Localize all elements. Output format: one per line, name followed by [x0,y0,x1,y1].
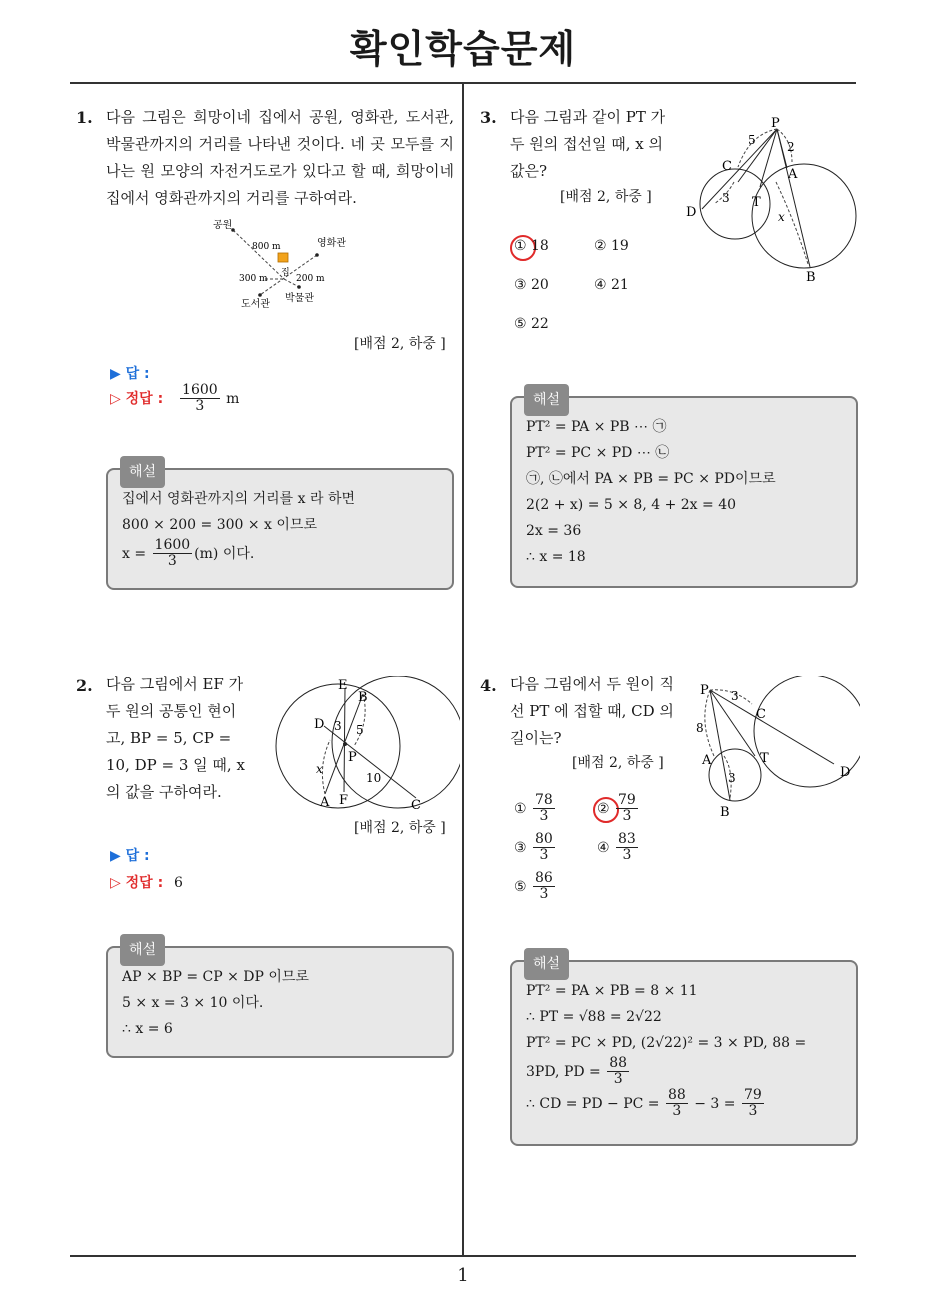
q4-explain-line5: ∴ CD = PD − PC = $\frac{88}{3}$ − 3 = $\frac{79}{3}$ [526,1086,762,1120]
q2-text-line: 의 값을 구하여라. [106,783,222,801]
q2-diagram [268,676,460,814]
q3-explanation [510,392,858,588]
q3-text-line: 값은? [510,162,548,180]
q4-explain-tab: 해설 [524,948,569,980]
q3-explain-line: PT² = PA × PB ⋯ ㉠ [526,419,667,435]
q3-explain-tab: 해설 [524,384,569,416]
q3-label-D: D [686,205,697,220]
q4-label-A: A [702,753,712,768]
q1-label-800: 800 m [252,242,281,252]
q1-label-300: 300 m [239,274,268,284]
q1-correct-label: ▷ 정답 : [110,390,164,407]
q3-label-P: P [771,116,780,131]
q2-label-B: B [358,690,368,705]
footer-rule [70,1255,856,1257]
q3-label-A: A [788,167,798,182]
q3-explain-line: 2(2 + x) = 5 × 8, 4 + 2x = 40 [526,497,737,513]
page-number: 1 [457,1265,469,1286]
q3-label-3: 3 [722,191,730,205]
q4-score: [배점 2, 하중 ] [572,755,664,771]
q3-label-T: T [752,195,761,210]
q2-correct-label: ▷ 정답 : [110,875,164,891]
q2-label-E: E [338,678,348,693]
q1-label-cinema: 영화관 [317,238,346,249]
q4-text-line: 길이는? [510,729,562,747]
q2-number: 2. [76,676,93,695]
q3-choice-5[interactable]: ⑤ 22 [514,316,549,332]
column-divider [462,83,464,1255]
q3-label-C: C [722,159,732,174]
q4-choice-5[interactable]: ⑤ $\frac{86}{3}$ [514,870,553,903]
q4-label-8: 8 [696,721,704,735]
q1-correct-fraction: $\frac{1600}{3}$ [182,382,218,415]
q2-label-5: 5 [356,723,364,737]
q3-explain-line: 2x = 36 [526,523,582,539]
q1-explain-line2: 800 × 200 = 300 × x 이므로 [122,517,317,533]
q2-label-C: C [411,798,421,813]
q2-text-line: 다음 그림에서 EF 가 [106,675,244,693]
q4-explain-line2: ∴ PT = √88 = 2√22 [526,1009,662,1025]
q1-explain-line3: x = $\frac{1600}{3}$ (m) 이다. [122,537,255,570]
q2-explain-tab: 해설 [120,934,165,966]
q1-explain-tab: 해설 [120,456,165,488]
q3-number: 3. [480,108,497,127]
q3-score: [배점 2, 하중 ] [560,189,652,205]
q4-label-C: C [756,707,766,722]
q4-text-line: 선 PT 에 접할 때, CD 의 [510,702,674,720]
q4-choice-4[interactable]: ④ $\frac{83}{3}$ [597,831,636,864]
q1-label-home: 집 [281,268,290,278]
q4-explanation [510,956,858,1146]
q2-explain-line1: AP × BP = CP × DP 이므로 [122,969,309,985]
q2-label-P: P [348,750,357,765]
q2-text-line: 고, BP = 5, CP = [106,729,232,747]
q3-explain-line: ㉠, ㉡에서 PA × PB = PC × PD이므로 [526,471,776,487]
q4-choice-2[interactable]: ② $\frac{79}{3}$ [597,792,636,825]
q3-label-x: x [778,210,785,224]
q4-label-3b: 3 [728,771,736,785]
q3-explain-line: PT² = PC × PD ⋯ ㉡ [526,445,670,461]
q1-explain-line1: 집에서 영화관까지의 거리를 x 라 하면 [122,491,356,507]
q3-text [510,104,670,185]
q1-correct: ▷ 정답 : $\frac{1600}{3}$ m [110,382,240,415]
q3-label-5: 5 [748,133,756,147]
q3-text-line: 두 원의 접선일 때, x 의 [510,135,663,153]
q2-label-10: 10 [366,771,382,785]
q1-label-park: 공원 [213,220,233,231]
q1-answer-label: ▶ 답 : [110,366,150,382]
page-title: 확인학습문제 [349,27,577,71]
q1-label-library: 도서관 [241,299,270,310]
q2-label-x: x [316,762,323,776]
q3-explain-line: ∴ x = 18 [526,549,586,565]
q2-explanation [106,942,454,1058]
q3-label-2: 2 [787,140,795,154]
q2-explain-line2: 5 × x = 3 × 10 이다. [122,995,264,1011]
q3-text-line: 다음 그림과 같이 PT 가 [510,108,666,126]
q4-label-T: T [760,751,769,766]
q2-label-3: 3 [334,719,342,733]
q4-diagram [694,676,860,824]
q4-label-P: P [700,683,709,698]
q3-choice-4[interactable]: ④ 21 [594,277,629,293]
q1-number: 1. [76,108,93,127]
q1-diagram [205,215,365,310]
q4-label-3a: 3 [731,689,739,703]
q4-choice-1[interactable]: ① $\frac{78}{3}$ [514,792,553,825]
q2-answer-label: ▶ 답 : [110,848,150,864]
q2-score: [배점 2, 하중 ] [354,820,446,836]
q2-label-F: F [339,793,349,808]
q1-label-museum: 박물관 [285,293,314,304]
q2-text-line: 10, DP = 3 일 때, x [106,756,245,774]
q1-label-200: 200 m [296,274,325,284]
q3-choice-2[interactable]: ② 19 [594,238,629,254]
q2-label-D: D [314,717,325,732]
q4-explain-line1: PT² = PA × PB = 8 × 11 [526,983,698,999]
q2-text [106,671,256,806]
q4-label-B: B [720,805,730,820]
q4-text-line: 다음 그림에서 두 원이 직 [510,675,674,693]
q4-label-D: D [840,765,851,780]
q1-text: 다음 그림은 희망이네 집에서 공원, 영화관, 도서관, 박물관까지의 거리를 나타낸 것이다. 네 곳 모두를 지나는 원 모양의 자전거도로가 있다고 할 때, 희망이네 집에서 영화관까지의 거리를 구하여라. [106,108,454,207]
q2-label-A: A [320,795,330,810]
q4-number: 4. [480,676,497,695]
q3-label-B: B [806,270,816,285]
q3-diagram [680,112,860,287]
q3-choice-1[interactable]: ① 18 [514,238,549,254]
q2-correct-value: 6 [174,875,183,891]
q4-explain-line3: PT² = PC × PD, (2√22)² = 3 × PD, 88 = [526,1035,807,1051]
q4-text [510,671,682,752]
q1-explanation [106,464,454,590]
q1-score: [배점 2, 하중 ] [354,336,446,352]
q4-explain-line4: 3PD, PD = $\frac{88}{3}$ [526,1055,628,1088]
q2-text-line: 두 원의 공통인 현이 [106,702,237,720]
q4-choice-3[interactable]: ③ $\frac{80}{3}$ [514,831,553,864]
q2-correct [110,872,183,892]
q2-explain-line3: ∴ x = 6 [122,1021,173,1037]
q3-choice-3[interactable]: ③ 20 [514,277,549,293]
house-icon [278,253,288,262]
